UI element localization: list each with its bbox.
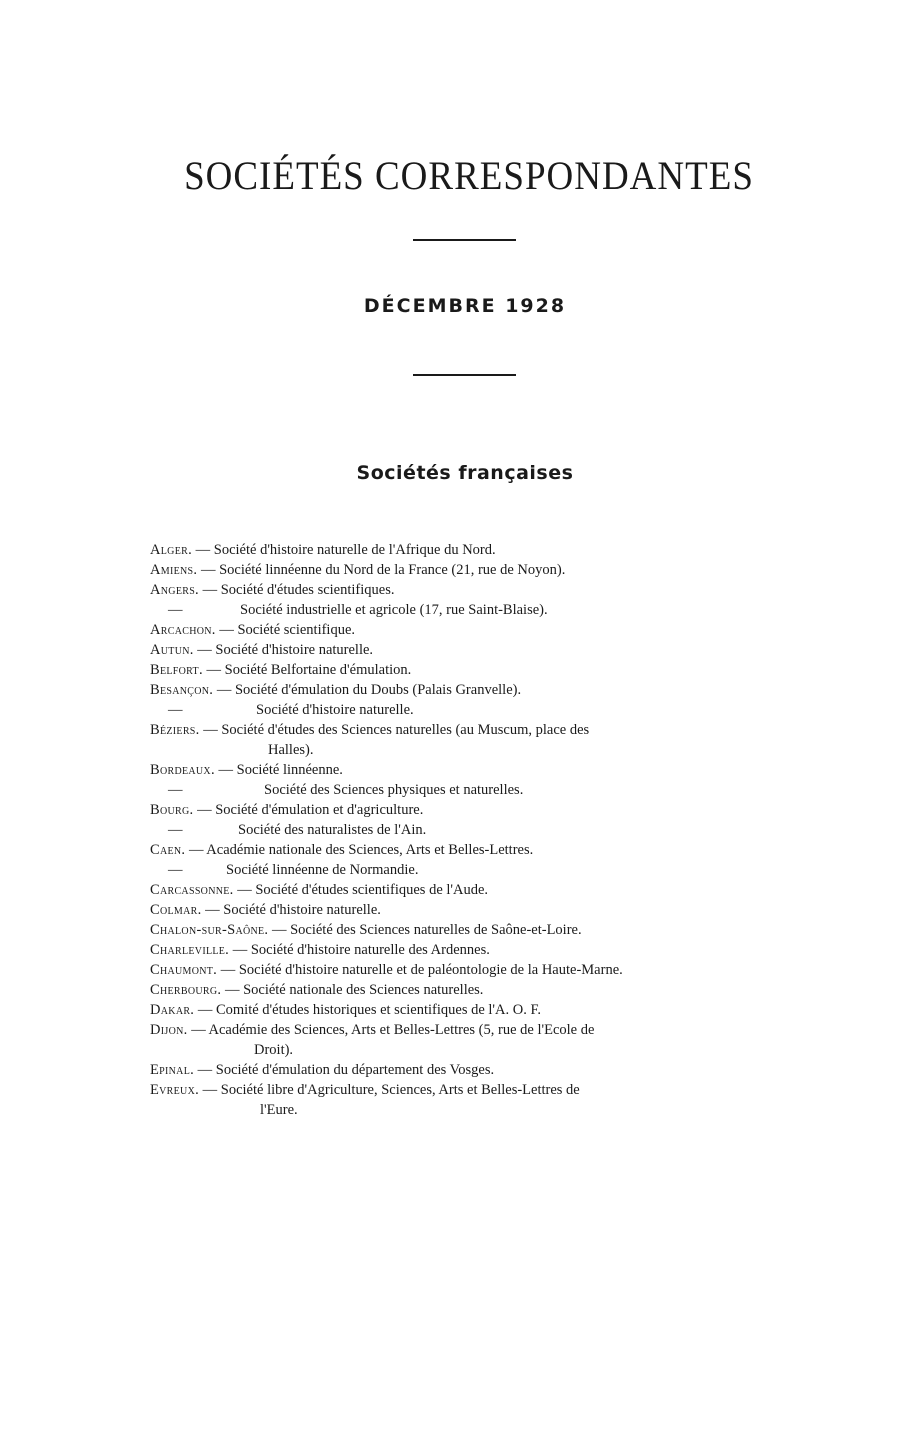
- society-entry: [150, 980, 780, 1000]
- society-name: — Société d'histoire naturelle de l'Afrique du Nord.: [195, 542, 496, 558]
- city-name: Arcachon.: [150, 622, 216, 638]
- ditto-dash: —: [168, 862, 183, 878]
- society-entry: [150, 760, 780, 780]
- city-name: Belfort.: [150, 662, 203, 678]
- society-name-continuation: l'Eure.: [260, 1102, 298, 1118]
- city-name: Angers.: [150, 582, 199, 598]
- society-entry: [150, 1080, 780, 1120]
- society-name: — Société libre d'Agriculture, Sciences, Arts et Belles-Lettres de: [202, 1082, 580, 1098]
- society-name: — Société d'études des Sciences naturelles (au Muscum, place des: [203, 722, 590, 738]
- city-name: Epinal.: [150, 1062, 195, 1078]
- ditto-dash: —: [168, 702, 183, 718]
- city-name: Béziers.: [150, 722, 200, 738]
- section-heading: Sociétés françaises: [356, 462, 574, 484]
- society-name: — Académie des Sciences, Arts et Belles-Lettres (5, rue de l'Ecole de: [191, 1022, 595, 1038]
- date-heading: DÉCEMBRE 1928: [363, 295, 567, 317]
- society-name: — Société d'histoire naturelle.: [197, 642, 374, 658]
- society-entry: [150, 840, 780, 860]
- society-entry: [150, 720, 780, 760]
- ditto-dash: —: [168, 822, 183, 838]
- city-name: Colmar.: [150, 902, 202, 918]
- city-name: Bourg.: [150, 802, 194, 818]
- ditto-dash: —: [168, 782, 183, 798]
- society-name: — Société d'histoire naturelle.: [205, 902, 381, 918]
- society-name: Société industrielle et agricole (17, rue Saint-Blaise).: [240, 602, 548, 618]
- society-name: Société d'histoire naturelle.: [256, 702, 414, 718]
- ditto-dash: —: [168, 602, 183, 618]
- society-entry: [150, 780, 780, 800]
- city-name: Cherbourg.: [150, 982, 222, 998]
- society-entry: [150, 560, 780, 580]
- city-name: Dakar.: [150, 1002, 195, 1018]
- society-name: — Société d'histoire naturelle des Ardennes.: [232, 942, 490, 958]
- city-name: Dijon.: [150, 1022, 188, 1038]
- society-entry: [150, 1020, 780, 1060]
- society-entry: [150, 920, 780, 940]
- city-name: Alger.: [150, 542, 193, 558]
- society-name: Société linnéenne de Normandie.: [226, 862, 419, 878]
- society-name-continuation: Droit).: [254, 1042, 294, 1058]
- page-title: SOCIÉTÉS CORRESPONDANTES: [184, 154, 754, 199]
- society-list: [150, 540, 780, 1120]
- society-name-continuation: Halles).: [268, 742, 314, 758]
- society-entry: [150, 960, 780, 980]
- society-entry: [150, 800, 780, 820]
- society-name: — Société linnéenne du Nord de la France (21, rue de Noyon).: [200, 562, 566, 578]
- society-entry: [150, 1060, 780, 1080]
- society-entry: [150, 940, 780, 960]
- city-name: Caen.: [150, 842, 186, 858]
- society-name: — Société scientifique.: [219, 622, 356, 638]
- society-entry: [150, 900, 780, 920]
- society-name: — Société Belfortaine d'émulation.: [206, 662, 412, 678]
- society-name: — Société d'études scientifiques de l'Aude.: [237, 882, 489, 898]
- city-name: Chaumont.: [150, 962, 218, 978]
- society-entry: [150, 700, 780, 720]
- society-entry: [150, 880, 780, 900]
- society-entry: [150, 580, 780, 600]
- society-entry: [150, 660, 780, 680]
- society-entry: [150, 680, 780, 700]
- society-name: — Société d'émulation du Doubs (Palais Granvelle).: [216, 682, 522, 698]
- society-name: — Société linnéenne.: [218, 762, 343, 778]
- society-name: — Académie nationale des Sciences, Arts et Belles-Lettres.: [188, 842, 534, 858]
- city-name: Evreux.: [150, 1082, 200, 1098]
- society-entry: [150, 820, 780, 840]
- society-entry: [150, 640, 780, 660]
- society-name: — Comité d'études historiques et scientifiques de l'A. O. F.: [197, 1002, 542, 1018]
- society-entry: [150, 1000, 780, 1020]
- city-name: Autun.: [150, 642, 194, 658]
- society-name: Société des naturalistes de l'Ain.: [238, 822, 427, 838]
- society-name: — Société d'histoire naturelle et de paléontologie de la Haute-Marne.: [220, 962, 623, 978]
- society-entry: [150, 540, 780, 560]
- city-name: Amiens.: [150, 562, 198, 578]
- date-divider: [413, 374, 516, 376]
- society-name: — Société d'études scientifiques.: [202, 582, 395, 598]
- society-name: — Société nationale des Sciences naturelles.: [224, 982, 484, 998]
- society-name: — Société d'émulation et d'agriculture.: [197, 802, 424, 818]
- city-name: Charleville.: [150, 942, 230, 958]
- society-entry: [150, 860, 780, 880]
- title-divider: [413, 239, 516, 241]
- society-entry: [150, 600, 780, 620]
- society-name: — Société d'émulation du département des Vosges.: [197, 1062, 495, 1078]
- society-name: — Société des Sciences naturelles de Saône-et-Loire.: [271, 922, 582, 938]
- society-name: Société des Sciences physiques et naturelles.: [264, 782, 524, 798]
- society-entry: [150, 620, 780, 640]
- city-name: Besançon.: [150, 682, 214, 698]
- city-name: Bordeaux.: [150, 762, 215, 778]
- city-name: Chalon-sur-Saône.: [150, 922, 269, 938]
- city-name: Carcassonne.: [150, 882, 234, 898]
